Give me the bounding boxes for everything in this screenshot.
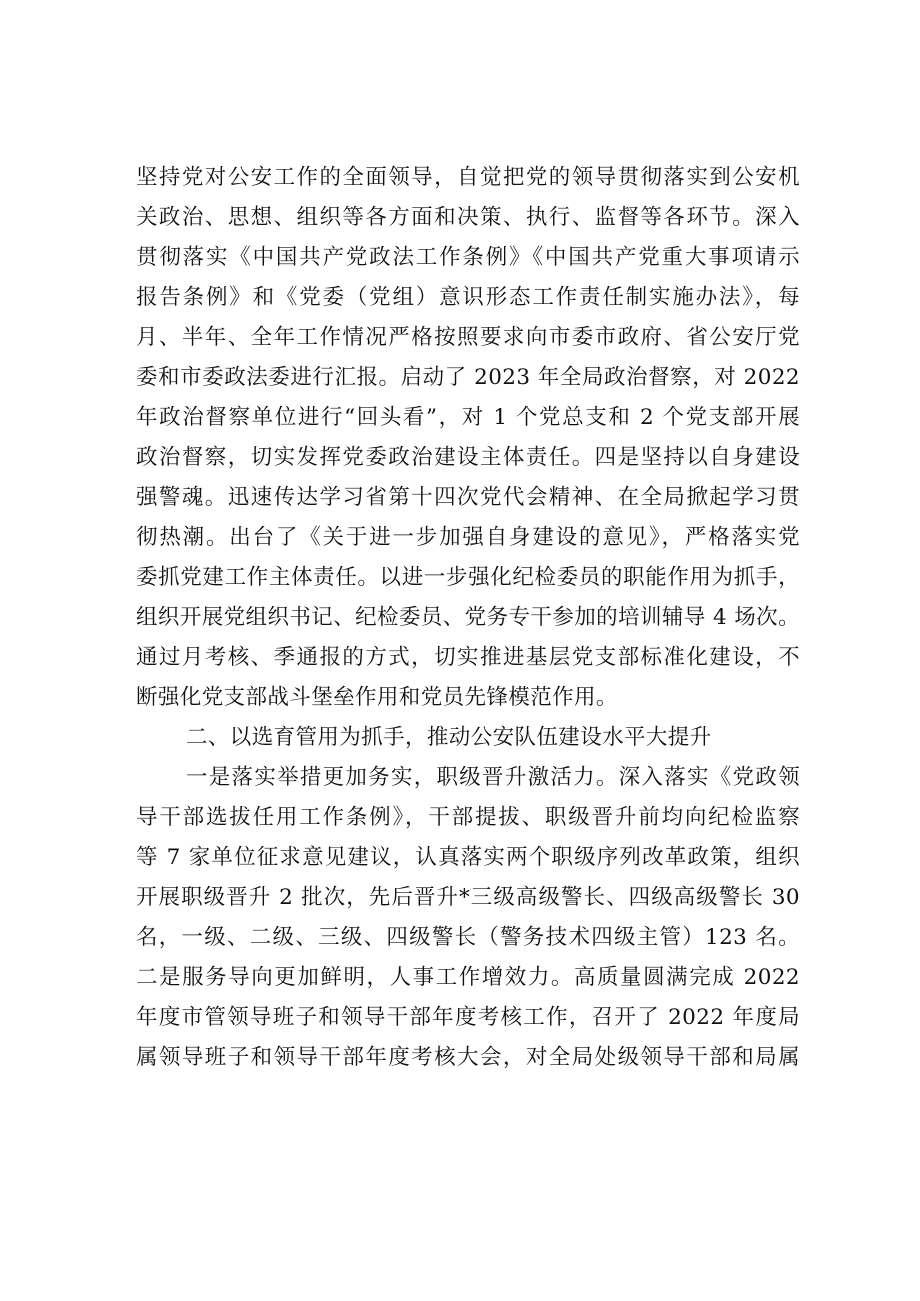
text-line: 关政治、思想、组织等各方面和决策、执行、监督等各环节。深入 — [136, 205, 800, 230]
text-line: 属领导班子和领导干部年度考核大会，对全局处级领导干部和局属 — [136, 1045, 800, 1070]
text-line: 二是服务导向更加鲜明，人事工作增效力。高质量圆满完成 2022 — [136, 965, 800, 990]
paragraph-team-building — [136, 758, 800, 1078]
text-line: 彻热潮。出台了《关于进一步加强自身建设的意见》，严格落实党 — [136, 525, 800, 550]
text-line: 报告条例》和《党委（党组）意识形态工作责任制实施办法》，每 — [136, 285, 800, 310]
text-line: 名，一级、二级、三级、四级警长（警务技术四级主管）123 名。 — [136, 925, 800, 950]
text-line: 政治督察，切实发挥党委政治建设主体责任。四是坚持以自身建设 — [136, 445, 800, 470]
section-heading: 二、以选育管用为抓手，推动公安队伍建设水平大提升 — [186, 725, 712, 750]
text-line: 委抓党建工作主体责任。以进一步强化纪检委员的职能作用为抓手， — [136, 565, 800, 590]
text-line: 一是落实举措更加务实，职级晋升激活力。深入落实《党政领 — [186, 765, 800, 790]
text-line: 年度市管领导班子和领导干部年度考核工作，召开了 2022 年度局 — [136, 1005, 800, 1030]
text-line: 导干部选拔任用工作条例》，干部提拔、职级晋升前均向纪检监察 — [136, 805, 800, 830]
text-line: 坚持党对公安工作的全面领导，自觉把党的领导贯彻落实到公安机 — [136, 165, 800, 190]
text-line: 断强化党支部战斗堡垒作用和党员先锋模范作用。 — [136, 685, 618, 710]
text-line: 年政治督察单位进行“回头看”，对 1 个党总支和 2 个党支部开展 — [136, 405, 800, 430]
text-line: 通过月考核、季通报的方式，切实推进基层党支部标准化建设，不 — [136, 645, 800, 670]
text-line: 组织开展党组织书记、纪检委员、党务专干参加的培训辅导 4 场次。 — [136, 605, 800, 630]
text-line: 贯彻落实《中国共产党政法工作条例》《中国共产党重大事项请示 — [136, 245, 800, 270]
text-line: 月、半年、全年工作情况严格按照要求向市委市政府、省公安厅党 — [136, 325, 800, 350]
text-line: 等 7 家单位征求意见建议，认真落实两个职级序列改革政策，组织 — [136, 845, 800, 870]
text-line: 强警魂。迅速传达学习省第十四次党代会精神、在全局掀起学习贯 — [136, 485, 800, 510]
text-line: 委和市委政法委进行汇报。启动了 2023 年全局政治督察，对 2022 — [136, 365, 800, 390]
text-line: 开展职级晋升 2 批次，先后晋升*三级高级警长、四级高级警长 30 — [136, 885, 800, 910]
document-body — [136, 158, 800, 1078]
paragraph-party-leadership — [136, 158, 800, 718]
